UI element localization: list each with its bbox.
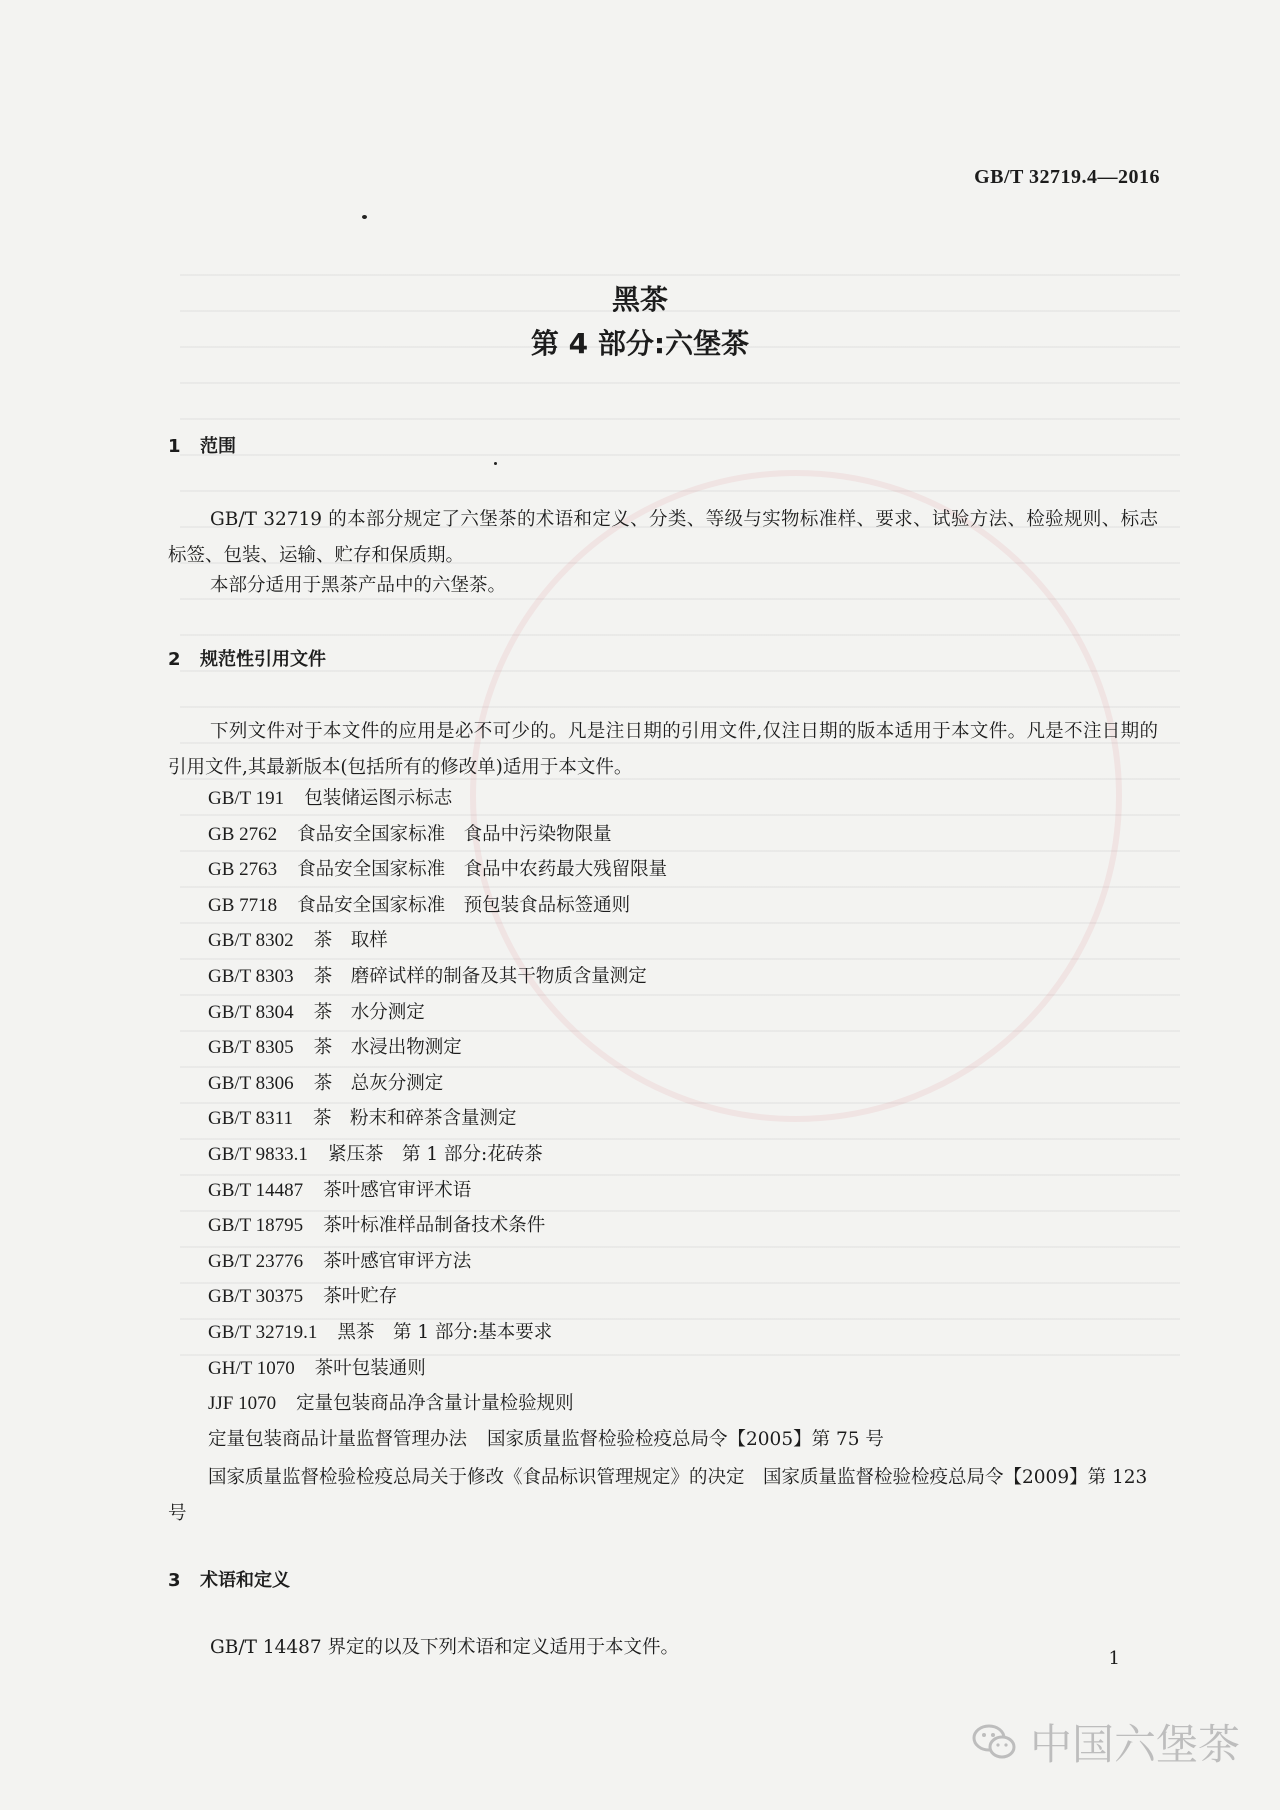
reference-title: 茶叶标准样品制备技术条件 bbox=[323, 1215, 546, 1237]
reference-item bbox=[208, 1244, 884, 1280]
section-title: 术语和定义 bbox=[200, 1570, 290, 1591]
document-title: 黑茶 bbox=[611, 283, 668, 316]
reference-item bbox=[208, 1208, 884, 1244]
reference-title: 包装储运图示标志 bbox=[304, 788, 453, 809]
reference-code: GB 2762 bbox=[208, 823, 278, 845]
reference-code: GB/T 14487 bbox=[208, 1179, 304, 1201]
reference-item bbox=[208, 888, 884, 924]
scope-applicability: 本部分适用于黑茶产品中的六堡茶。 bbox=[210, 575, 507, 596]
reference-title: 食品安全国家标准 食品中污染物限量 bbox=[297, 823, 612, 845]
reference-title: 国家质量监督检验检疫总局令【2005】第 75 号 bbox=[487, 1428, 884, 1450]
page-number: 1 bbox=[1108, 1648, 1120, 1669]
section-number: 2 bbox=[168, 649, 181, 670]
reference-code: GB 2763 bbox=[208, 859, 278, 881]
reference-title: 茶 粉末和碎茶含量测定 bbox=[312, 1108, 517, 1130]
reference-item bbox=[208, 1386, 884, 1422]
reference-code: GB/T 23776 bbox=[208, 1250, 304, 1272]
reference-code: GB/T 32719.1 bbox=[208, 1321, 318, 1343]
reference-title: 茶 磨碎试样的制备及其干物质含量测定 bbox=[313, 965, 647, 987]
scan-speck bbox=[362, 215, 367, 219]
reference-code: GB 7718 bbox=[208, 894, 278, 916]
reference-code: GB/T 8305 bbox=[208, 1037, 294, 1059]
reference-code: GB/T 8303 bbox=[208, 965, 294, 987]
reference-item bbox=[208, 1030, 884, 1066]
reference-title: 茶叶包装通则 bbox=[314, 1357, 426, 1379]
section-heading-normative-references bbox=[168, 645, 326, 671]
reference-item bbox=[208, 1137, 884, 1173]
reference-title: 茶 水分测定 bbox=[313, 1001, 425, 1023]
reference-title: 茶 总灰分测定 bbox=[313, 1072, 444, 1094]
reference-title: 食品安全国家标准 食品中农药最大残留限量 bbox=[297, 859, 668, 881]
scan-speck bbox=[494, 462, 497, 465]
reference-code: GB/T 191 bbox=[208, 788, 285, 809]
reference-title: 茶叶感官审评术语 bbox=[323, 1179, 472, 1201]
reference-item bbox=[208, 817, 884, 853]
reference-code: GB/T 8311 bbox=[208, 1108, 293, 1130]
reference-code: 定量包装商品计量监督管理办法 bbox=[208, 1428, 468, 1450]
reference-code: GB/T 8306 bbox=[208, 1072, 294, 1094]
reference-title: 茶 取样 bbox=[313, 930, 388, 952]
reference-item bbox=[208, 1279, 884, 1315]
reference-item bbox=[208, 1351, 884, 1387]
section-heading-scope bbox=[168, 432, 236, 458]
watermark-text: 中国六堡茶 bbox=[1029, 1720, 1240, 1769]
reference-title: 茶叶贮存 bbox=[323, 1286, 398, 1308]
section-title: 范围 bbox=[200, 436, 236, 457]
standard-number: GB/T 32719.4—2016 bbox=[974, 166, 1160, 188]
section-number: 3 bbox=[168, 1570, 181, 1591]
reference-item bbox=[208, 923, 884, 959]
watermark bbox=[970, 1712, 1240, 1772]
reference-title: 食品安全国家标准 预包装食品标签通则 bbox=[297, 894, 631, 916]
reference-code: GB/T 8304 bbox=[208, 1001, 294, 1023]
reference-item-long: 国家质量监督检验检疫总局关于修改《食品标识管理规定》的决定 国家质量监督检验检疫总局令【2009】第 123 号 bbox=[168, 1467, 1148, 1524]
reference-item bbox=[208, 1101, 884, 1137]
wechat-icon bbox=[970, 1722, 1018, 1762]
section-title: 规范性引用文件 bbox=[200, 649, 326, 670]
reference-code: GB/T 9833.1 bbox=[208, 1143, 308, 1165]
reference-code: GB/T 30375 bbox=[208, 1286, 304, 1308]
scope-paragraph: GB/T 32719 的本部分规定了六堡茶的术语和定义、分类、等级与实物标准样、要求、试验方法、检验规则、标志标签、包装、运输、贮存和保质期。 bbox=[168, 509, 1158, 566]
section-heading-terms bbox=[168, 1566, 290, 1592]
reference-code: GB/T 8302 bbox=[208, 930, 294, 952]
references-intro: 下列文件对于本文件的应用是必不可少的。凡是注日期的引用文件,仅注日期的版本适用于本文件。凡是不注日期的引用文件,其最新版本(包括所有的修改单)适用于本文件。 bbox=[168, 721, 1158, 778]
reference-code: GB/T 18795 bbox=[208, 1215, 304, 1237]
reference-item bbox=[208, 1315, 884, 1351]
reference-item bbox=[208, 959, 884, 995]
section-number: 1 bbox=[168, 436, 181, 457]
reference-item bbox=[208, 1173, 884, 1209]
reference-item bbox=[208, 995, 884, 1031]
reference-title: 紧压茶 第 1 部分:花砖茶 bbox=[327, 1143, 543, 1165]
reference-code: GH/T 1070 bbox=[208, 1357, 295, 1379]
reference-item bbox=[208, 1422, 884, 1458]
reference-item bbox=[208, 781, 884, 817]
reference-item bbox=[208, 852, 884, 888]
reference-title: 定量包装商品净含量计量检验规则 bbox=[296, 1393, 574, 1415]
reference-title: 黑茶 第 1 部分:基本要求 bbox=[337, 1321, 553, 1343]
reference-item bbox=[208, 1066, 884, 1102]
reference-title: 茶 水浸出物测定 bbox=[313, 1037, 462, 1059]
reference-code: JJF 1070 bbox=[208, 1393, 277, 1415]
reference-title: 茶叶感官审评方法 bbox=[323, 1250, 472, 1272]
document-subtitle: 第 4 部分:六堡茶 bbox=[530, 327, 750, 360]
reference-list bbox=[208, 781, 884, 1457]
terms-paragraph: GB/T 14487 界定的以及下列术语和定义适用于本文件。 bbox=[210, 1637, 680, 1658]
